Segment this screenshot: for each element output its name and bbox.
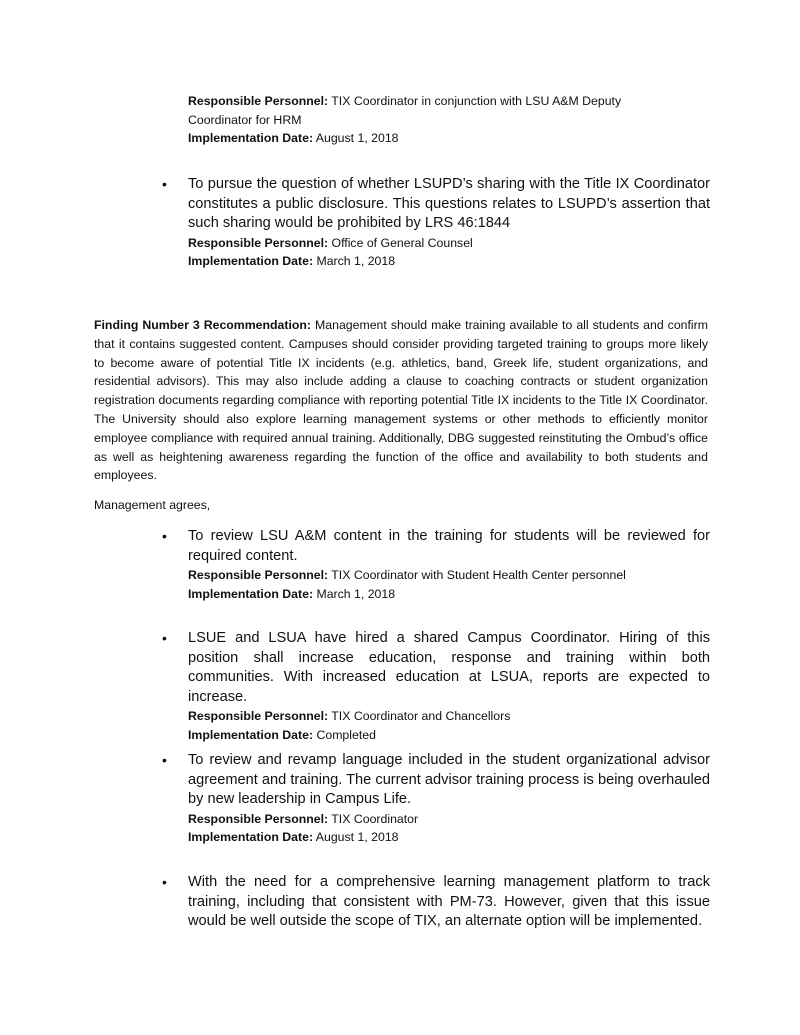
implementation-value: March 1, 2018: [316, 586, 396, 601]
responsible-value: Office of General Counsel: [331, 235, 473, 250]
implementation-value: March 1, 2018: [316, 254, 396, 268]
bullet-icon: •: [162, 176, 167, 192]
responsible-label: Responsible Personnel:: [188, 568, 329, 582]
implementation-label: Implementation Date:: [188, 830, 314, 844]
bullet-item-a: [162, 175, 710, 271]
bullet-text: With the need for a comprehensive learning management platform to track training, including that consistent with PM-73. However, given that this issue would be well outside the scope of TIX, an alternate option will be implemented.: [188, 874, 710, 929]
responsible-value: TIX Coordinator: [331, 811, 419, 826]
bullet-item-d: [162, 751, 710, 847]
bullet-icon: •: [162, 528, 167, 544]
implementation-value: Completed: [316, 727, 376, 742]
implementation-value: August 1, 2018: [315, 830, 399, 844]
bullet-icon: •: [162, 630, 167, 646]
implementation-label: Implementation Date:: [188, 727, 314, 742]
bullet-item-b: [162, 527, 710, 603]
finding-paragraph: [94, 316, 708, 485]
bullet-item-e: [162, 873, 710, 932]
responsible-value: TIX Coordinator in conjunction with LSU A&M Deputy Coordinator for HRM: [188, 94, 622, 127]
finding-label: Finding Number 3 Recommendation:: [94, 318, 312, 332]
bullet-text: To pursue the question of whether LSUPD’s sharing with the Title IX Coordinator constitutes a public disclosure. This questions relates to LSUPD’s assertion that such sharing would be prohibited by LRS 46:1844: [188, 176, 710, 231]
bullet-text: To review and revamp language included in the student organizational advisor agreement and training. The current advisor training process is being overhauled by new leadership in Campus Life.: [188, 752, 710, 807]
finding-text: Management should make training available to all students and confirm that it contains suggested content. Campuses should consider providing targeted training to groups more likely to become aware of potential Title IX incidents (e.g. athletics, band, Greek life, student organizations, and residential advisors). This may also include adding a clause to coaching contracts or student organization registration documents regarding compliance with reporting potential Title IX incidents to the Title IX Coordinator. The University should also explore learning management systems or other methods to efficiently monitor employee compliance with required annual training. Additionally, DBG suggested reinstituting the Ombud’s office as well as heightening awareness regarding the function of the office and availability to both students and employees.: [94, 318, 708, 483]
responsible-value: TIX Coordinator and Chancellors: [331, 709, 511, 723]
responsible-label: Responsible Personnel:: [188, 235, 329, 250]
bullet-text: To review LSU A&M content in the training for students will be reviewed for required content.: [188, 528, 710, 564]
top-implementation-line: [188, 129, 688, 148]
implementation-label: Implementation Date:: [188, 131, 314, 145]
bullet-icon: •: [162, 752, 167, 768]
bullet-icon: •: [162, 874, 167, 890]
implementation-value: August 1, 2018: [315, 131, 399, 145]
top-responsible-line: [188, 92, 688, 129]
management-agrees: Management agrees,: [94, 498, 211, 512]
responsible-label: Responsible Personnel:: [188, 94, 329, 108]
implementation-label: Implementation Date:: [188, 254, 314, 268]
top-block: [188, 92, 688, 148]
responsible-label: Responsible Personnel:: [188, 811, 329, 826]
bullet-item-c: [162, 629, 710, 744]
implementation-label: Implementation Date:: [188, 586, 314, 601]
responsible-label: Responsible Personnel:: [188, 709, 329, 723]
bullet-text: LSUE and LSUA have hired a shared Campus Coordinator. Hiring of this position shall increase education, response and training within both communities. With increased education at LSUA, reports are expected to increase.: [188, 630, 710, 705]
responsible-value: TIX Coordinator with Student Health Center personnel: [331, 568, 626, 582]
